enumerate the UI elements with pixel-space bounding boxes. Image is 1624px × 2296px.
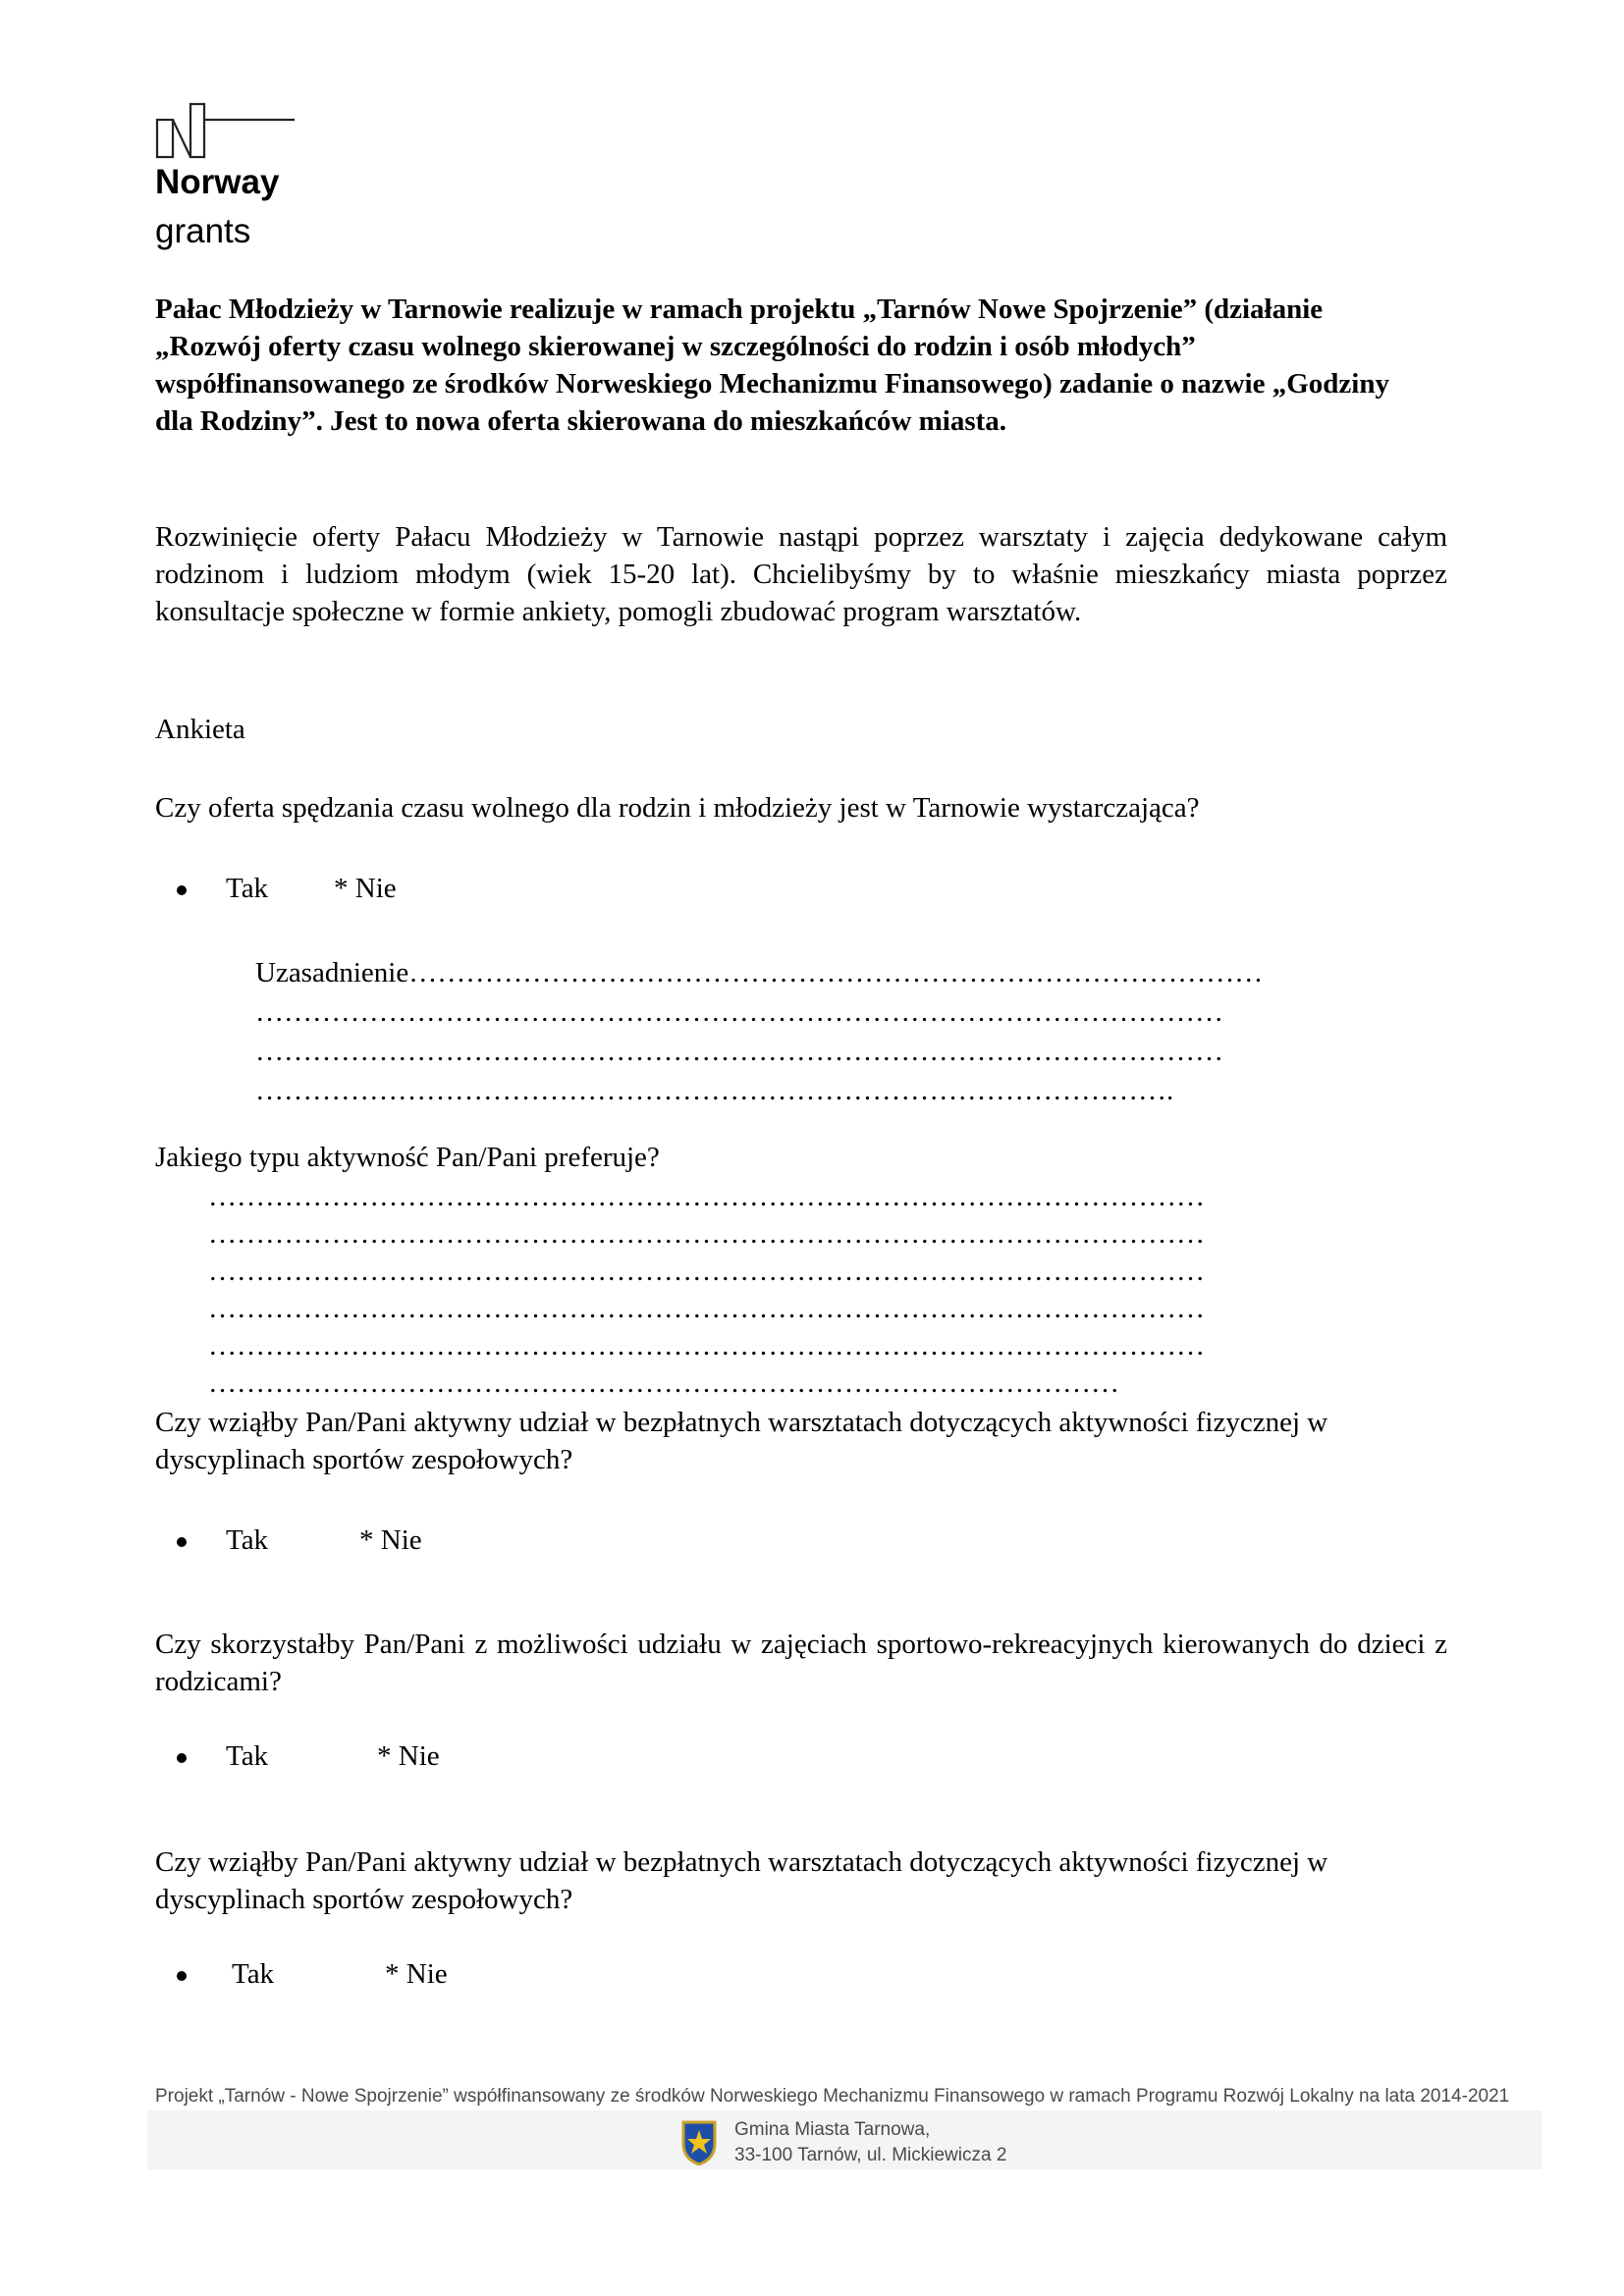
q2-answer-line[interactable]: …………………………………………………………………………………………… [208,1330,1205,1362]
q3-option-no[interactable]: * Nie [359,1524,422,1556]
q1-option-no[interactable]: * Nie [334,873,397,904]
q1-answer-line[interactable]: ……………………………………………………………………………………. [255,1075,1174,1106]
q4-option-yes[interactable]: Tak [226,1740,269,1772]
q5-option-no[interactable]: * Nie [385,1958,448,1990]
intro-paragraph: Pałac Młodzieży w Tarnowie realizuje w ramach projektu „Tarnów Nowe Spojrzenie” (działanie „Rozwój oferty czasu wolnego skierowanej w szczególności do rodzin i osób młodych” współfinansowanego ze środków Norweskiego Mechanizmu Finansowego) zadanie o nazwie „Godziny dla Rodziny”. Jest to nowa oferta skierowana do mieszkańców miasta. [155,294,1389,437]
question-5: Czy wziąłby Pan/Pani aktywny udział w bezpłatnych warsztatach dotyczących aktywności fizycznej w dyscyplinach sportów zespołowych? [155,1846,1328,1915]
q1-justification-label: Uzasadnienie……………………………………………………………………………… [255,957,1264,988]
q2-answer-line[interactable]: …………………………………………………………………………………… [208,1367,1119,1399]
footer-project-text: Projekt „Tarnów - Nowe Spojrzenie” współfinansowany ze środków Norweskiego Mechanizmu Finansowego w ramach Programu Rozwój Lokalny na lata 2014-2021 [155,2086,1510,2107]
bullet-icon [177,1971,187,1981]
footer-org-address: 33-100 Tarnów, ul. Mickiewicza 2 [734,2145,1007,2165]
question-4: Czy skorzystałby Pan/Pani z możliwości udziału w zajęciach sportowo-rekreacyjnych kierowanych do dzieci z rodzicami? [155,1629,1447,1697]
q4-option-no[interactable]: * Nie [377,1740,440,1772]
q2-answer-line[interactable]: …………………………………………………………………………………………… [208,1293,1205,1324]
question-3: Czy wziąłby Pan/Pani aktywny udział w bezpłatnych warsztatach dotyczących aktywności fizycznej w dyscyplinach sportów zespołowych? [155,1407,1328,1475]
tarnow-crest-icon [679,2118,719,2165]
norway-grants-logo-icon [155,102,302,161]
q2-answer-line[interactable]: …………………………………………………………………………………………… [208,1218,1205,1250]
logo-text-norway: Norway [155,163,280,201]
description-paragraph: Rozwinięcie oferty Pałacu Młodzieży w Tarnowie nastąpi poprzez warsztaty i zajęcia dedykowane całym rodzinom i ludziom młodym (wiek 15-20 lat). Chcielibyśmy by to właśnie mieszkańcy miasta poprzez konsultacje społeczne w formie ankiety, pomogli zbudować program warsztatów. [155,521,1447,627]
q1-answer-line[interactable]: ………………………………………………………………………………………… [255,996,1223,1028]
bullet-icon [177,885,187,895]
q2-answer-line[interactable]: …………………………………………………………………………………………… [208,1255,1205,1287]
bullet-icon [177,1537,187,1547]
q3-option-yes[interactable]: Tak [226,1524,269,1556]
q1-option-yes[interactable]: Tak [226,873,269,904]
question-2: Jakiego typu aktywność Pan/Pani preferuje? [155,1142,660,1173]
q5-option-yes[interactable]: Tak [232,1958,275,1990]
footer-org-name: Gmina Miasta Tarnowa, [734,2119,931,2140]
q2-answer-line[interactable]: …………………………………………………………………………………………… [208,1181,1205,1212]
logo-text-grants: grants [155,212,251,250]
q1-answer-line[interactable]: ………………………………………………………………………………………… [255,1036,1223,1067]
bullet-icon [177,1753,187,1763]
survey-title: Ankieta [155,714,245,745]
question-1: Czy oferta spędzania czasu wolnego dla rodzin i młodzieży jest w Tarnowie wystarczająca? [155,792,1200,824]
